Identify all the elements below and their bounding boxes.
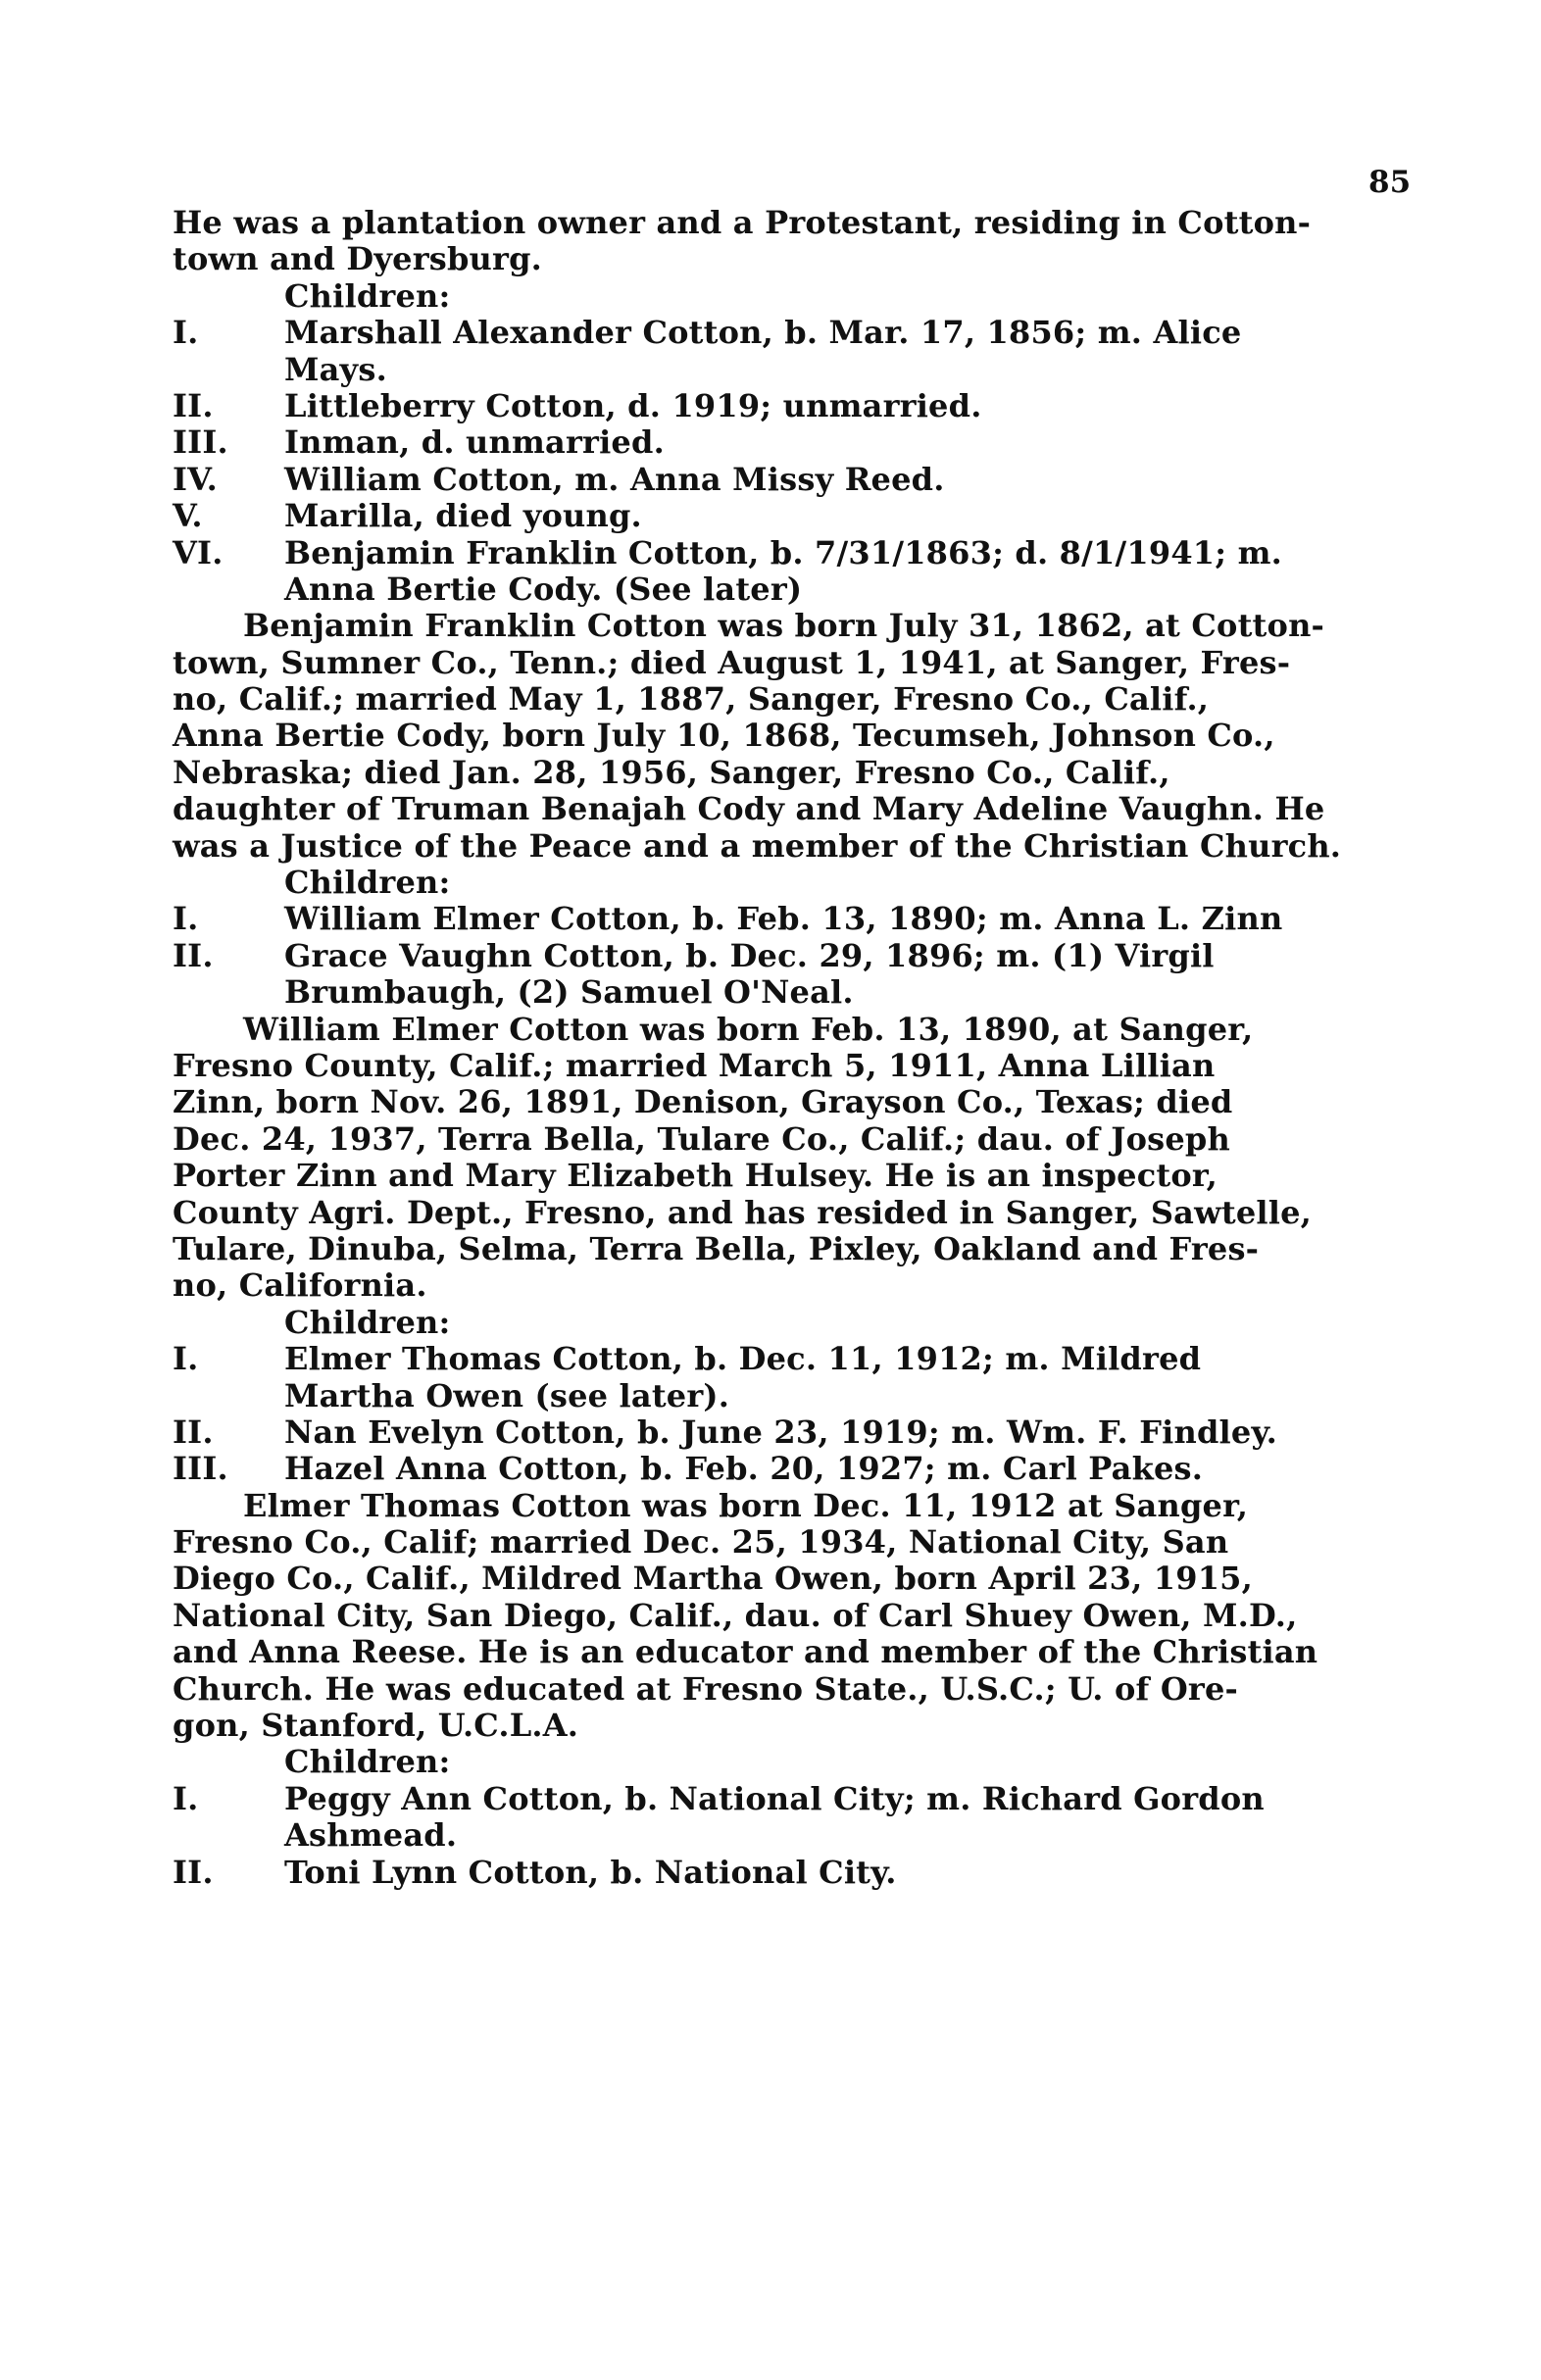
paragraph-start-line: Benjamin Franklin Cotton was born July 31, 1862, at Cotton- — [243, 607, 1325, 645]
text-line: Church. He was educated at Fresno State., U.S.C.; U. of Ore- — [173, 1669, 1239, 1708]
child-entry-text: Inman, d. unmarried. — [284, 423, 665, 462]
text-line: town, Sumner Co., Tenn.; died August 1, 1941, at Sanger, Fres- — [173, 643, 1291, 681]
text-line: National City, San Diego, Calif., dau. of Carl Shuey Owen, M.D., — [173, 1596, 1298, 1634]
child-entry — [173, 535, 1437, 571]
child-entry — [173, 388, 1437, 424]
child-entry-text: Benjamin Franklin Cotton, b. 7/31/1863; d. 8/1/1941; m. — [284, 533, 1282, 571]
text-line: He was a plantation owner and a Protestant, residing in Cotton- — [173, 204, 1312, 241]
roman-numeral: III. — [173, 423, 228, 462]
text-line: no, California. — [173, 1266, 427, 1305]
text-line: no, Calif.; married May 1, 1887, Sanger, Fresno Co., Calif., — [173, 680, 1210, 719]
document-body — [173, 205, 1437, 1891]
entry-continuation-line: Brumbaugh, (2) Samuel O'Neal. — [284, 973, 854, 1012]
child-entry-text: Peggy Ann Cotton, b. National City; m. Richard Gordon — [284, 1779, 1265, 1817]
child-entry — [173, 1855, 1437, 1891]
child-entry-text: Toni Lynn Cotton, b. National City. — [284, 1853, 897, 1891]
roman-numeral: IV. — [173, 460, 218, 498]
child-entry-text: Elmer Thomas Cotton, b. Dec. 11, 1912; m. Mildred — [284, 1340, 1202, 1378]
text-line: and Anna Reese. He is an educator and member of the Christian — [173, 1633, 1318, 1671]
entry-continuation-line: Martha Owen (see later). — [284, 1376, 730, 1414]
roman-numeral: II. — [173, 386, 214, 424]
text-line: Zinn, born Nov. 26, 1891, Denison, Grayson Co., Texas; died — [173, 1083, 1233, 1121]
child-entry — [173, 315, 1437, 351]
child-entry — [173, 462, 1437, 498]
entry-continuation-line: Mays. — [284, 350, 387, 388]
children-heading: Children: — [284, 1303, 451, 1341]
roman-numeral: I. — [173, 900, 199, 938]
text-line: was a Justice of the Peace and a member of the Christian Church. — [173, 826, 1342, 865]
child-entry — [173, 1451, 1437, 1487]
text-line: town and Dyersburg. — [173, 240, 542, 278]
text-line: Fresno County, Calif.; married March 5, 1911, Anna Lillian — [173, 1046, 1216, 1084]
text-line: gon, Stanford, U.C.L.A. — [173, 1707, 579, 1745]
text-line: daughter of Truman Benajah Cody and Mary Adeline Vaughn. He — [173, 790, 1325, 828]
roman-numeral: VI. — [173, 533, 224, 571]
child-entry-text: Littleberry Cotton, d. 1919; unmarried. — [284, 386, 982, 424]
roman-numeral: II. — [173, 936, 214, 974]
text-line: County Agri. Dept., Fresno, and has resided in Sanger, Sawtelle, — [173, 1193, 1313, 1231]
children-heading: Children: — [284, 864, 451, 902]
text-line: Porter Zinn and Mary Elizabeth Hulsey. He is an inspector, — [173, 1157, 1218, 1195]
child-entry — [173, 1341, 1437, 1377]
roman-numeral: I. — [173, 1779, 199, 1817]
roman-numeral: II. — [173, 1413, 214, 1451]
paragraph-start-line: Elmer Thomas Cotton was born Dec. 11, 1912 at Sanger, — [243, 1486, 1249, 1524]
children-heading: Children: — [284, 276, 451, 315]
roman-numeral: I. — [173, 314, 199, 352]
entry-continuation-line: Anna Bertie Cody. (See later) — [284, 570, 803, 608]
child-entry-text: William Cotton, m. Anna Missy Reed. — [284, 460, 945, 498]
text-line: Dec. 24, 1937, Terra Bella, Tulare Co., Calif.; dau. of Joseph — [173, 1119, 1230, 1158]
text-line: Tulare, Dinuba, Selma, Terra Bella, Pixley, Oakland and Fres- — [173, 1229, 1260, 1267]
paragraph-start-line: William Elmer Cotton was born Feb. 13, 1890, at Sanger, — [243, 1010, 1254, 1048]
child-entry — [173, 938, 1437, 974]
roman-numeral: V. — [173, 497, 203, 535]
child-entry-text: Marilla, died young. — [284, 497, 642, 535]
page-number: 85 — [1368, 165, 1412, 200]
entry-continuation-line: Ashmead. — [284, 1816, 458, 1855]
text-line: Diego Co., Calif., Mildred Martha Owen, born April 23, 1915, — [173, 1560, 1253, 1598]
child-entry-text: Hazel Anna Cotton, b. Feb. 20, 1927; m. Carl Pakes. — [284, 1450, 1204, 1488]
child-entry-text: Marshall Alexander Cotton, b. Mar. 17, 1856; m. Alice — [284, 314, 1242, 352]
roman-numeral: I. — [173, 1340, 199, 1378]
child-entry-text: Grace Vaughn Cotton, b. Dec. 29, 1896; m. (1) Virgil — [284, 936, 1215, 974]
child-entry-text: William Elmer Cotton, b. Feb. 13, 1890; m. Anna L. Zinn — [284, 900, 1283, 938]
children-heading: Children: — [284, 1743, 451, 1781]
text-line: Fresno Co., Calif; married Dec. 25, 1934, National City, San — [173, 1523, 1229, 1562]
child-entry — [173, 498, 1437, 534]
child-entry-text: Nan Evelyn Cotton, b. June 23, 1919; m. Wm. F. Findley. — [284, 1413, 1277, 1451]
roman-numeral: II. — [173, 1853, 214, 1891]
text-line: Nebraska; died Jan. 28, 1956, Sanger, Fresno Co., Calif., — [173, 753, 1170, 791]
child-entry — [173, 1414, 1437, 1451]
child-entry — [173, 901, 1437, 937]
child-entry — [173, 424, 1437, 461]
text-line: Anna Bertie Cody, born July 10, 1868, Tecumseh, Johnson Co., — [173, 717, 1275, 755]
child-entry — [173, 1781, 1437, 1817]
roman-numeral: III. — [173, 1450, 228, 1488]
